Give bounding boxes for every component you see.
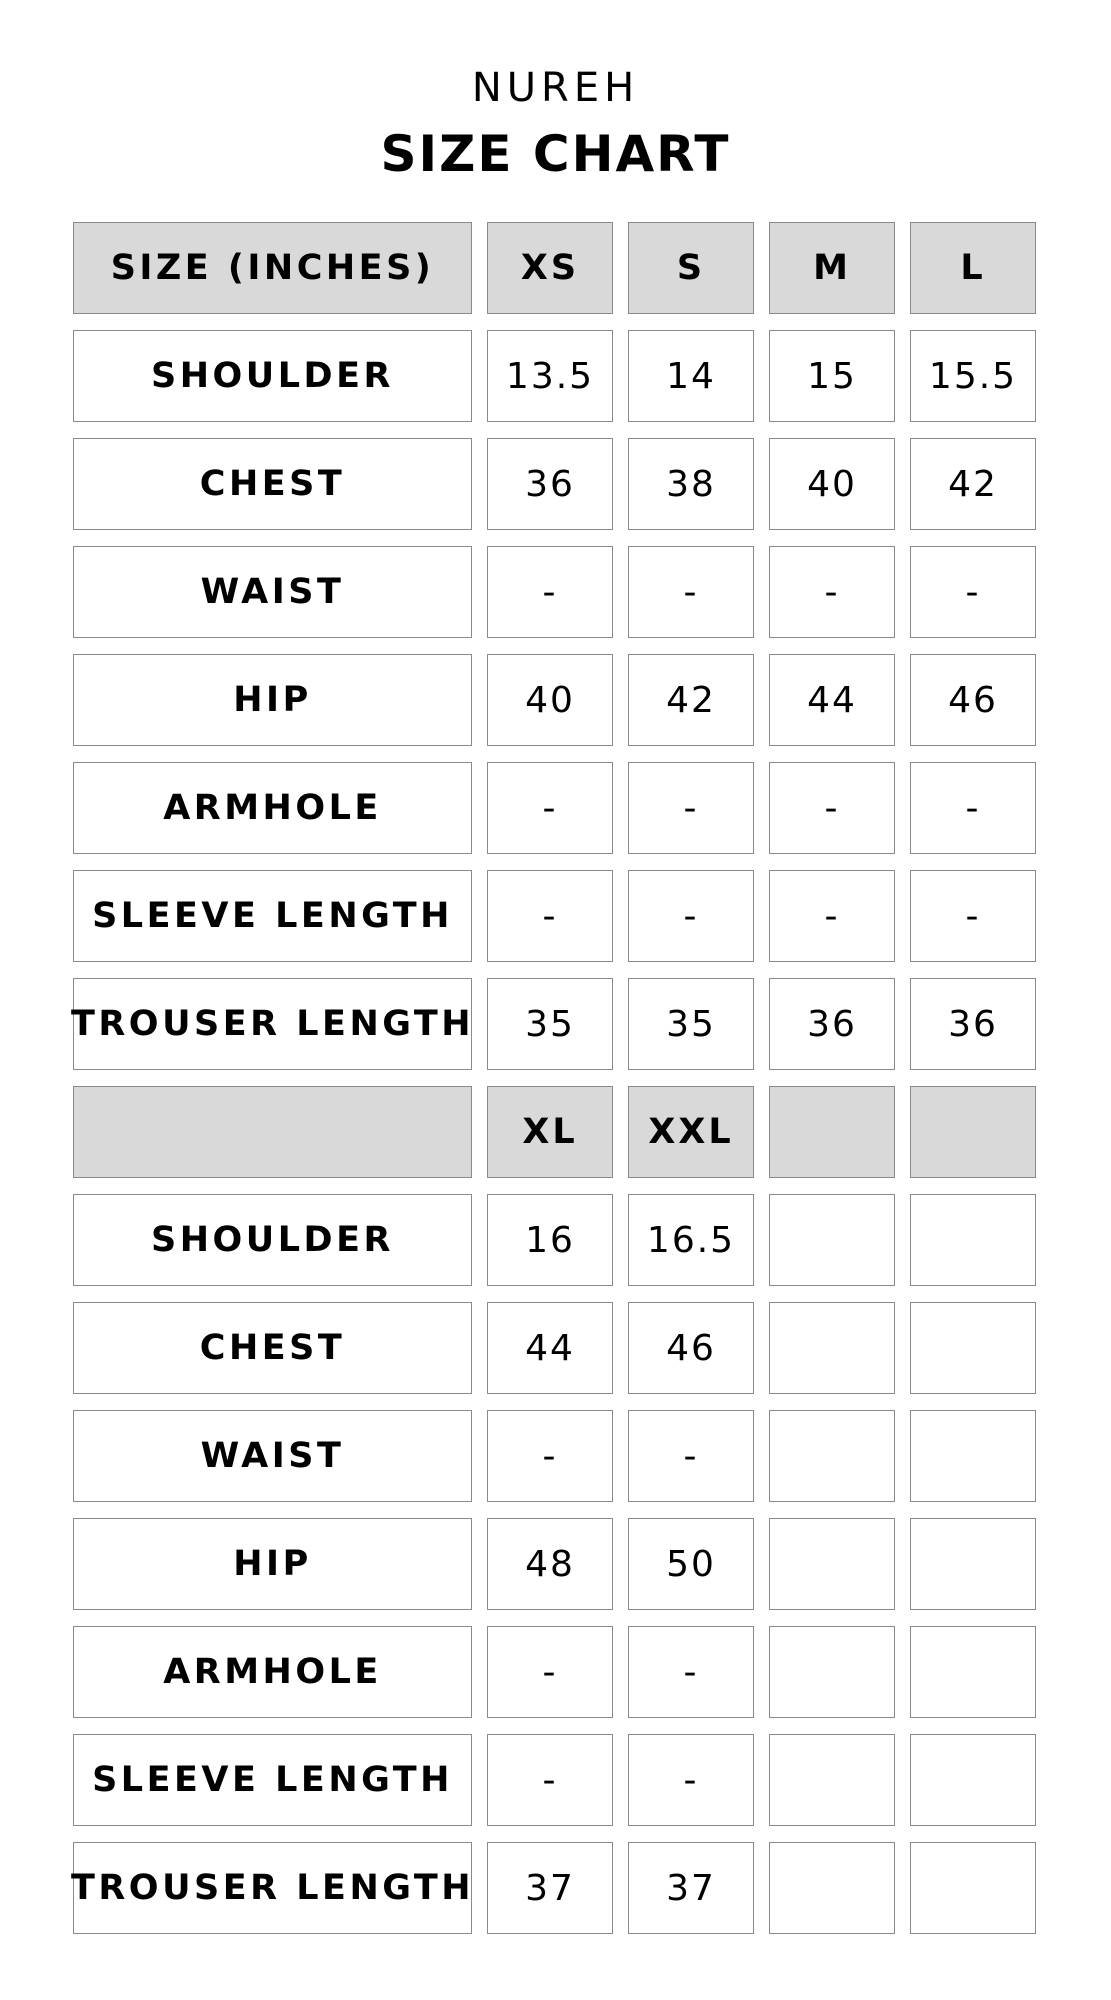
measurement-value-cell <box>769 1194 895 1286</box>
measurement-value-cell <box>628 654 754 746</box>
measurement-value-cell <box>487 870 613 962</box>
measurement-value-cell <box>910 1518 1036 1610</box>
measurement-label: CHEST <box>199 464 346 504</box>
measurement-label: CHEST <box>199 1328 346 1368</box>
header-row <box>73 222 1038 314</box>
measurement-value-cell <box>628 330 754 422</box>
measurement-value: - <box>965 787 981 829</box>
measurement-value-cell <box>910 1194 1036 1286</box>
measurement-value: - <box>965 571 981 613</box>
measurement-label: SLEEVE LENGTH <box>92 896 453 936</box>
measurement-label-cell <box>73 870 472 962</box>
size-header: S <box>676 248 706 288</box>
table-row <box>73 546 1038 638</box>
measurement-value-cell <box>487 1842 613 1934</box>
measurement-value-cell <box>487 1734 613 1826</box>
measurement-value: - <box>683 1651 699 1693</box>
measurement-value-cell <box>628 1734 754 1826</box>
table-row <box>73 438 1038 530</box>
measurement-value: 44 <box>807 679 857 721</box>
measurement-value: 44 <box>525 1327 575 1369</box>
measurement-value-cell <box>910 978 1036 1070</box>
measurement-value: - <box>683 1759 699 1801</box>
table-row <box>73 1410 1038 1502</box>
measurement-value-cell <box>628 1194 754 1286</box>
measurement-value: 42 <box>948 463 998 505</box>
header-label: SIZE (INCHES) <box>110 248 435 288</box>
measurement-label: HIP <box>233 1544 312 1584</box>
table-row <box>73 330 1038 422</box>
measurement-value: 35 <box>666 1003 716 1045</box>
measurement-value-cell <box>628 1626 754 1718</box>
measurement-value: 38 <box>666 463 716 505</box>
size-header-cell <box>487 222 613 314</box>
measurement-value-cell <box>910 1734 1036 1826</box>
measurement-label-cell <box>73 1194 472 1286</box>
measurement-value-cell <box>910 654 1036 746</box>
measurement-value: 50 <box>666 1543 716 1585</box>
measurement-value-cell <box>769 1626 895 1718</box>
measurement-value-cell <box>487 1410 613 1502</box>
measurement-value: - <box>683 1435 699 1477</box>
table-row <box>73 1734 1038 1826</box>
size-header-cell <box>769 1086 895 1178</box>
measurement-value-cell <box>487 330 613 422</box>
measurement-label: SHOULDER <box>151 1220 394 1260</box>
measurement-label: TROUSER LENGTH <box>70 1868 475 1908</box>
measurement-value: - <box>683 895 699 937</box>
measurement-value-cell <box>910 546 1036 638</box>
measurement-value-cell <box>769 1734 895 1826</box>
table-row <box>70 978 1038 1070</box>
measurement-label: HIP <box>233 680 312 720</box>
measurement-value-cell <box>487 438 613 530</box>
measurement-value: - <box>965 895 981 937</box>
measurement-value: 16.5 <box>646 1219 736 1261</box>
measurement-label: WAIST <box>200 1436 345 1476</box>
measurement-value-cell <box>769 762 895 854</box>
measurement-value-cell <box>628 762 754 854</box>
measurement-value: - <box>542 1759 558 1801</box>
measurement-value: 42 <box>666 679 716 721</box>
measurement-value: 16 <box>525 1219 575 1261</box>
measurement-label-cell <box>70 1842 475 1934</box>
measurement-value-cell <box>628 1302 754 1394</box>
measurement-label: ARMHOLE <box>163 1652 382 1692</box>
measurement-value-cell <box>487 978 613 1070</box>
table-row <box>73 1194 1038 1286</box>
measurement-value-cell <box>910 1302 1036 1394</box>
measurement-value-cell <box>769 870 895 962</box>
measurement-label-cell <box>73 1302 472 1394</box>
measurement-value-cell <box>769 1842 895 1934</box>
measurement-value-cell <box>910 762 1036 854</box>
measurement-value: - <box>824 571 840 613</box>
brand-name: NUREH <box>471 65 640 111</box>
measurement-value-cell <box>628 1518 754 1610</box>
measurement-label: ARMHOLE <box>163 788 382 828</box>
measurement-value-cell <box>628 438 754 530</box>
measurement-label: SHOULDER <box>151 356 394 396</box>
size-chart-table <box>70 222 1038 1950</box>
measurement-value: - <box>683 787 699 829</box>
measurement-value: 36 <box>525 463 575 505</box>
measurement-value-cell <box>628 978 754 1070</box>
measurement-value: 46 <box>948 679 998 721</box>
measurement-value-cell <box>628 1410 754 1502</box>
size-header: XXL <box>648 1112 734 1152</box>
measurement-value-cell <box>769 438 895 530</box>
measurement-value: 14 <box>666 355 716 397</box>
table-row <box>73 1302 1038 1394</box>
page-title: SIZE CHART <box>380 125 731 183</box>
measurement-value: 15 <box>807 355 857 397</box>
measurement-value-cell <box>910 1410 1036 1502</box>
measurement-value-cell <box>769 546 895 638</box>
measurement-value-cell <box>487 1302 613 1394</box>
size-header-cell <box>628 222 754 314</box>
measurement-value-cell <box>910 330 1036 422</box>
measurement-value-cell <box>910 438 1036 530</box>
size-header: XS <box>520 248 580 288</box>
measurement-value-cell <box>769 978 895 1070</box>
size-header-cell <box>910 222 1036 314</box>
measurement-value-cell <box>910 1626 1036 1718</box>
measurement-label-cell <box>73 546 472 638</box>
measurement-value-cell <box>628 1842 754 1934</box>
size-header: XL <box>522 1112 578 1152</box>
table-row <box>73 762 1038 854</box>
measurement-value-cell <box>487 654 613 746</box>
size-header-cell <box>910 1086 1036 1178</box>
size-header-cell <box>628 1086 754 1178</box>
measurement-label-cell <box>73 330 472 422</box>
measurement-value-cell <box>910 1842 1036 1934</box>
measurement-label: SLEEVE LENGTH <box>92 1760 453 1800</box>
measurement-value-cell <box>769 1410 895 1502</box>
measurement-value: 46 <box>666 1327 716 1369</box>
measurement-label-cell <box>73 1734 472 1826</box>
measurement-value: - <box>683 571 699 613</box>
measurement-value: - <box>542 1651 558 1693</box>
measurement-value: - <box>542 895 558 937</box>
table-row <box>73 1626 1038 1718</box>
measurement-value-cell <box>628 546 754 638</box>
measurement-value-cell <box>487 1626 613 1718</box>
table-row <box>70 1842 1038 1934</box>
measurement-value: 13.5 <box>505 355 595 397</box>
size-header: L <box>960 248 986 288</box>
measurement-value: - <box>542 571 558 613</box>
size-header: M <box>813 248 851 288</box>
measurement-value-cell <box>628 870 754 962</box>
measurement-value-cell <box>487 1194 613 1286</box>
table-row <box>73 870 1038 962</box>
measurement-label: WAIST <box>200 572 345 612</box>
measurement-value-cell <box>769 654 895 746</box>
measurement-value: - <box>542 787 558 829</box>
measurement-value: 36 <box>948 1003 998 1045</box>
measurement-label-cell <box>73 654 472 746</box>
header-row <box>73 1086 1038 1178</box>
measurement-value: - <box>824 787 840 829</box>
measurement-value: 48 <box>525 1543 575 1585</box>
table-row <box>73 1518 1038 1610</box>
measurement-value: 40 <box>807 463 857 505</box>
measurement-value-cell <box>769 1302 895 1394</box>
measurement-value: - <box>542 1435 558 1477</box>
table-row <box>73 654 1038 746</box>
size-header-cell <box>487 1086 613 1178</box>
measurement-value-cell <box>910 870 1036 962</box>
measurement-value-cell <box>487 546 613 638</box>
measurement-label-cell <box>73 1626 472 1718</box>
measurement-value-cell <box>487 762 613 854</box>
measurement-value: 40 <box>525 679 575 721</box>
size-header-cell <box>769 222 895 314</box>
measurement-value: 37 <box>666 1867 716 1909</box>
measurement-value: 15.5 <box>928 355 1018 397</box>
measurement-value-cell <box>769 330 895 422</box>
measurement-value: 37 <box>525 1867 575 1909</box>
measurement-value-cell <box>769 1518 895 1610</box>
measurement-value-cell <box>487 1518 613 1610</box>
measurement-value: 36 <box>807 1003 857 1045</box>
measurement-label-cell <box>73 762 472 854</box>
measurement-label: TROUSER LENGTH <box>70 1004 475 1044</box>
measurement-value: - <box>824 895 840 937</box>
measurement-label-cell <box>73 1518 472 1610</box>
header-label-cell <box>73 1086 472 1178</box>
measurement-label-cell <box>70 978 475 1070</box>
measurement-value: 35 <box>525 1003 575 1045</box>
measurement-label-cell <box>73 438 472 530</box>
header-label-cell <box>73 222 472 314</box>
measurement-label-cell <box>73 1410 472 1502</box>
